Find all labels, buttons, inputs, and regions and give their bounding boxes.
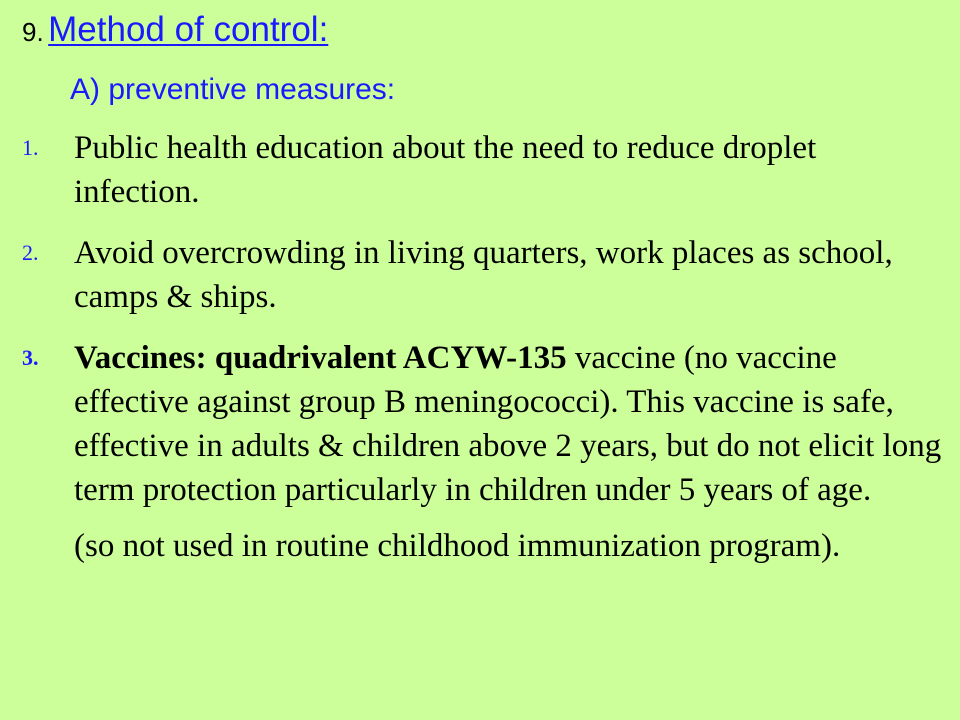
list-item <box>22 126 947 214</box>
list-item <box>22 231 947 319</box>
subheading: A) preventive measures: <box>70 73 396 106</box>
vaccine-lead-text: Vaccines: quadrivalent ACYW-135 <box>74 340 567 376</box>
footnote-text: (so not used in routine childhood immunization program). <box>74 528 841 564</box>
section-number: 9. <box>22 17 44 47</box>
measures-list <box>22 126 947 568</box>
list-item-text: Public health education about the need to reduce droplet infection. <box>74 130 817 210</box>
list-item-number: 1. <box>22 135 39 160</box>
list-item-text: Avoid overcrowding in living quarters, work places as school, camps & ships. <box>74 235 893 315</box>
section-heading <box>22 10 328 50</box>
list-item <box>22 336 947 512</box>
section-title: Method of control: <box>48 10 329 49</box>
list-item-number: 2. <box>22 240 39 265</box>
list-item-text: vaccine (no vaccine effective against group B meningococci). This vaccine is safe, effective in adults & children above 2 years, but do not elicit long term protection particularly in children under 5 years of age. <box>74 340 942 508</box>
list-item-number: 3. <box>22 345 39 370</box>
list-item-body <box>74 336 947 512</box>
